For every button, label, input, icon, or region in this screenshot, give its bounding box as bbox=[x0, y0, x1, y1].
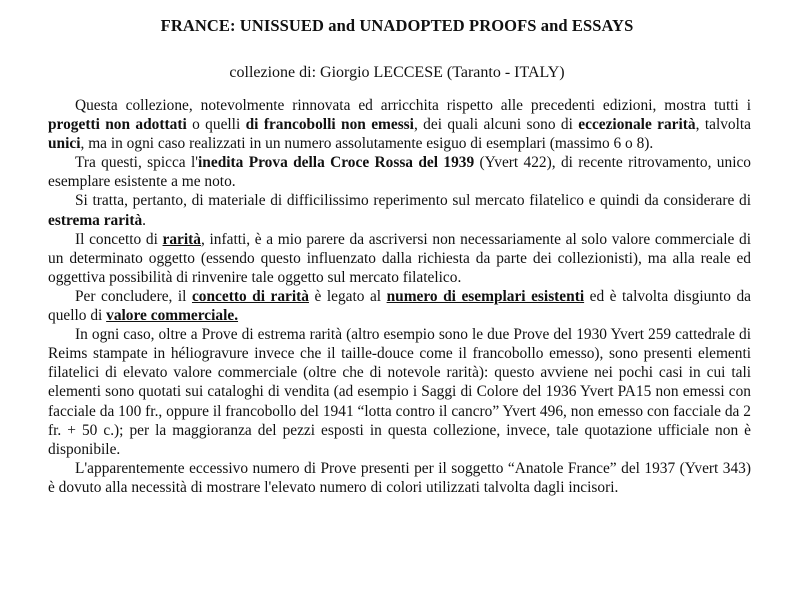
text-run: , dei quali alcuni sono di bbox=[413, 116, 579, 134]
text-run: Si tratta, pertanto, di materiale di difficilissimo reperimento sul mercato filatelico e quindi da considerare di bbox=[75, 192, 751, 210]
text-run: , ma in ogni caso realizzati in un numero assolutamente esiguo di esemplari (massimo 6 o 8). bbox=[80, 135, 654, 153]
text-run: In ogni caso, oltre a Prove di estrema rarità (altro esempio sono le due Prove del 1930 Yvert 259 cattedrale di Reims stampate in héliogravure invece che il taille-douce come il francobollo emesso), sono presenti elementi filatelici di elevato valore commerciale (oltre che di notevole rarità): questo avviene nei pochi casi in cui tali elementi sono quotati sui cataloghi di vendita (ad esempio i Saggi di Colore del 1936 Yvert PA15 non emessi con facciale da 100 fr., oppure il francobollo del 1941 “lotta contro il cancro” Yvert 496, non emesso con facciale da 2 fr. + 50 c.); per la maggioranza del pezzi esposti in questa collezione, invece, tale quotazione ufficiale non è disponibile. bbox=[48, 326, 751, 458]
text-run: Questa collezione, notevolmente rinnovata ed arricchita rispetto alle precedenti edizioni, mostra tutti i bbox=[75, 97, 751, 114]
text-run: Tra questi, spicca l' bbox=[75, 154, 199, 172]
page-title: FRANCE: UNISSUED and UNADOPTED PROOFS and ESSAYS bbox=[160, 16, 634, 35]
bold-phrase: di francobolli non emessi bbox=[245, 116, 414, 134]
text-run: ed è talvolta disgiunto da quello di bbox=[48, 287, 752, 325]
text-run: L'apparentemente eccessivo numero di Prove presenti per il soggetto “Anatole France” del 1937 (Yvert 343) è dovuto alla necessità di mostrare l'elevato numero di colori utilizzati talvolta dagli incisori. bbox=[48, 459, 751, 496]
underlined-phrase: rarità bbox=[162, 230, 201, 248]
paragraph-5 bbox=[48, 287, 751, 325]
text-run: , talvolta bbox=[695, 116, 751, 134]
bold-phrase: estrema rarità bbox=[48, 211, 143, 229]
text-run: Per concludere, il bbox=[75, 287, 192, 305]
page-subtitle: collezione di: Giorgio LECCESE (Taranto - ITALY) bbox=[229, 64, 565, 81]
text-run: . bbox=[142, 211, 147, 229]
underlined-phrase: numero di esemplari esistenti bbox=[386, 287, 585, 305]
text-run: o quelli bbox=[186, 116, 246, 134]
paragraph-4 bbox=[48, 230, 751, 287]
bold-phrase: progetti non adottati bbox=[48, 116, 187, 134]
text-run: , infatti, è a mio parere da ascriversi non necessariamente al solo valore commerciale di un determinato oggetto (essendo questo influenzato dalla richiesta da parte dei collezionisti), ma alla reale ed oggettiva possibilità di rinvenire tale oggetto sul mercato filatelico. bbox=[48, 230, 751, 286]
paragraph-1 bbox=[48, 96, 751, 153]
bold-phrase: eccezionale rarità bbox=[578, 116, 696, 134]
paragraph-7 bbox=[48, 459, 751, 497]
underlined-phrase: valore commerciale. bbox=[106, 307, 239, 325]
text-run: Il concetto di bbox=[75, 230, 163, 248]
text-run: (Yvert 422), di recente ritrovamento, unico esemplare esistente a me noto. bbox=[48, 154, 751, 191]
text-run: è legato al bbox=[308, 287, 387, 305]
document-body bbox=[48, 96, 751, 497]
paragraph-2 bbox=[48, 153, 751, 191]
underlined-phrase: concetto di rarità bbox=[191, 287, 309, 305]
bold-phrase: inedita Prova della Croce Rossa del 1939 bbox=[198, 154, 475, 172]
bold-phrase: unici bbox=[48, 135, 81, 153]
paragraph-3 bbox=[48, 191, 751, 229]
paragraph-6 bbox=[48, 325, 751, 459]
